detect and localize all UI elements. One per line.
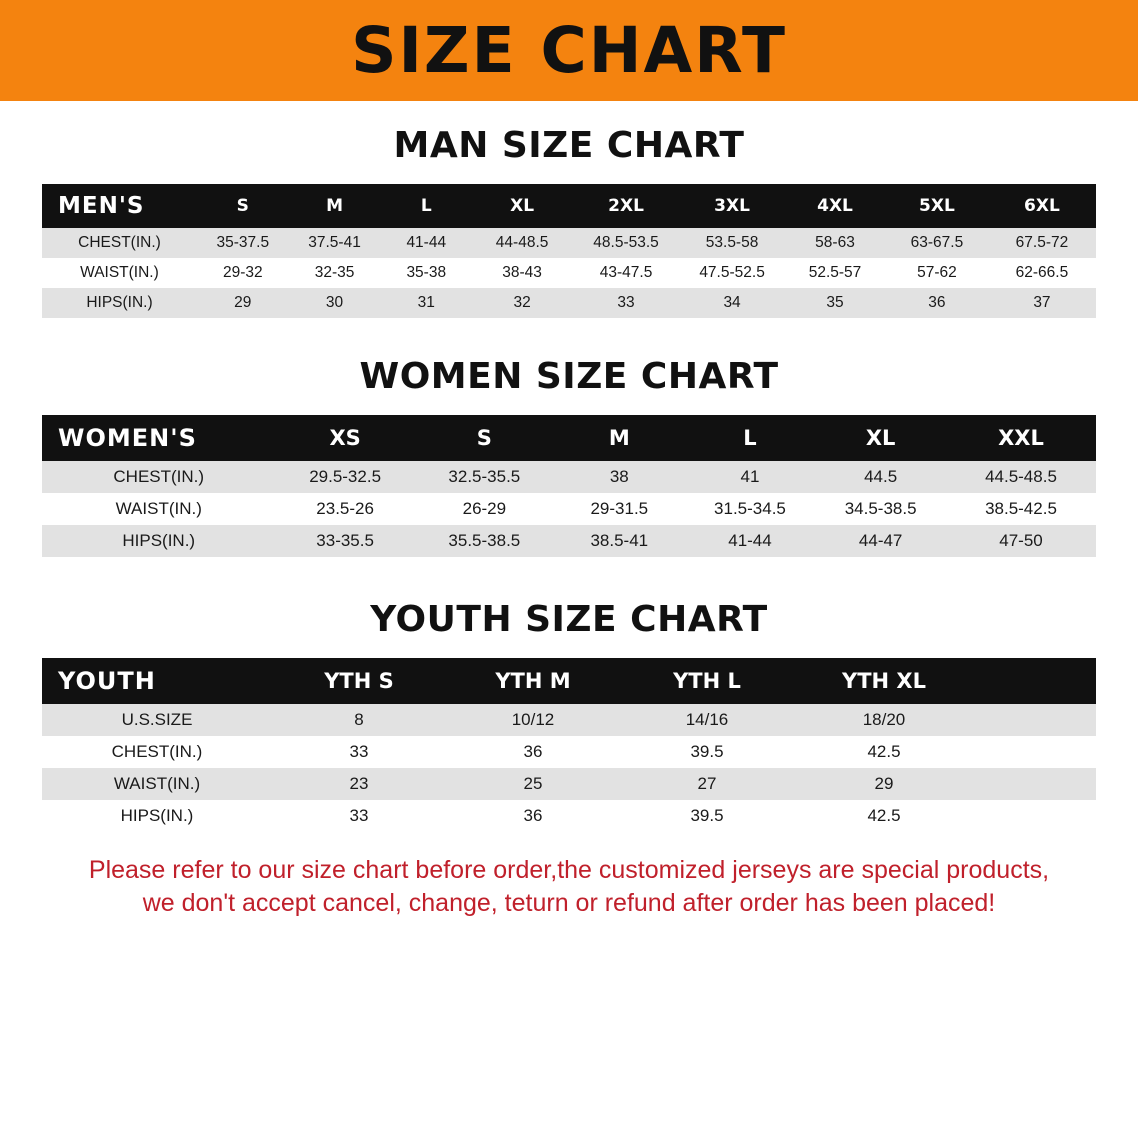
man-row-label-waist: WAIST(IN.) bbox=[42, 258, 197, 288]
man-header-4xl: 4XL bbox=[784, 184, 886, 228]
man-size-table bbox=[42, 184, 1096, 318]
page-title: SIZE CHART bbox=[351, 14, 787, 87]
table-cell: 30 bbox=[289, 288, 381, 318]
table-cell: 25 bbox=[446, 768, 620, 800]
youth-size-table bbox=[42, 658, 1096, 832]
man-header-m: M bbox=[289, 184, 381, 228]
table-row bbox=[42, 461, 1096, 493]
women-header-m: M bbox=[554, 415, 685, 461]
table-cell: 42.5 bbox=[794, 800, 974, 832]
women-header-label: WOMEN'S bbox=[42, 415, 276, 461]
man-header-2xl: 2XL bbox=[572, 184, 680, 228]
table-header-row bbox=[42, 184, 1096, 228]
table-cell: 37 bbox=[988, 288, 1096, 318]
table-cell: 33 bbox=[272, 800, 446, 832]
youth-table-wrap bbox=[0, 658, 1138, 832]
youth-header-spacer bbox=[974, 658, 1096, 704]
table-row bbox=[42, 768, 1096, 800]
women-size-table bbox=[42, 415, 1096, 557]
table-cell: 36 bbox=[446, 736, 620, 768]
table-cell: 67.5-72 bbox=[988, 228, 1096, 258]
table-cell: 38.5-42.5 bbox=[946, 493, 1096, 525]
youth-row-label-chest: CHEST(IN.) bbox=[42, 736, 272, 768]
table-header-row bbox=[42, 415, 1096, 461]
women-row-label-chest: CHEST(IN.) bbox=[42, 461, 276, 493]
table-cell: 33-35.5 bbox=[276, 525, 415, 557]
man-header-5xl: 5XL bbox=[886, 184, 988, 228]
table-cell: 37.5-41 bbox=[289, 228, 381, 258]
table-cell: 47-50 bbox=[946, 525, 1096, 557]
table-cell: 35.5-38.5 bbox=[415, 525, 554, 557]
women-section-title: WOMEN SIZE CHART bbox=[359, 356, 779, 397]
disclaimer-line-1: Please refer to our size chart before order,the customized jerseys are special products, bbox=[88, 856, 1050, 884]
table-cell-spacer bbox=[974, 704, 1096, 736]
table-cell: 43-47.5 bbox=[572, 258, 680, 288]
table-row bbox=[42, 258, 1096, 288]
table-cell: 31.5-34.5 bbox=[685, 493, 816, 525]
table-cell: 62-66.5 bbox=[988, 258, 1096, 288]
table-cell: 18/20 bbox=[794, 704, 974, 736]
table-cell: 44.5 bbox=[815, 461, 946, 493]
table-cell: 44-48.5 bbox=[472, 228, 572, 258]
table-cell: 29-31.5 bbox=[554, 493, 685, 525]
man-header-label: MEN'S bbox=[42, 184, 197, 228]
man-row-label-hips: HIPS(IN.) bbox=[42, 288, 197, 318]
women-header-xxl: XXL bbox=[946, 415, 1096, 461]
youth-section-title: YOUTH SIZE CHART bbox=[370, 599, 768, 640]
table-cell: 41-44 bbox=[685, 525, 816, 557]
women-row-label-waist: WAIST(IN.) bbox=[42, 493, 276, 525]
man-header-xl: XL bbox=[472, 184, 572, 228]
table-cell: 23.5-26 bbox=[276, 493, 415, 525]
table-cell: 32 bbox=[472, 288, 572, 318]
women-header-l: L bbox=[685, 415, 816, 461]
youth-header-xl: YTH XL bbox=[794, 658, 974, 704]
table-cell: 35-37.5 bbox=[197, 228, 289, 258]
youth-header-label: YOUTH bbox=[42, 658, 272, 704]
table-cell: 34 bbox=[680, 288, 784, 318]
table-cell: 39.5 bbox=[620, 800, 794, 832]
women-header-s: S bbox=[415, 415, 554, 461]
table-cell: 34.5-38.5 bbox=[815, 493, 946, 525]
table-cell: 44-47 bbox=[815, 525, 946, 557]
table-cell: 10/12 bbox=[446, 704, 620, 736]
table-cell: 63-67.5 bbox=[886, 228, 988, 258]
disclaimer-line-2: we don't accept cancel, change, teturn or refund after order has been placed! bbox=[142, 889, 996, 917]
man-header-l: L bbox=[380, 184, 472, 228]
table-cell-spacer bbox=[974, 768, 1096, 800]
youth-header-s: YTH S bbox=[272, 658, 446, 704]
man-section-title: MAN SIZE CHART bbox=[393, 125, 745, 166]
table-cell: 32.5-35.5 bbox=[415, 461, 554, 493]
table-row bbox=[42, 493, 1096, 525]
table-cell: 38.5-41 bbox=[554, 525, 685, 557]
man-header-3xl: 3XL bbox=[680, 184, 784, 228]
table-cell: 36 bbox=[446, 800, 620, 832]
table-cell: 57-62 bbox=[886, 258, 988, 288]
table-cell-spacer bbox=[974, 736, 1096, 768]
table-cell: 27 bbox=[620, 768, 794, 800]
table-cell-spacer bbox=[974, 800, 1096, 832]
table-row bbox=[42, 800, 1096, 832]
man-table-wrap bbox=[0, 184, 1138, 318]
table-cell: 41 bbox=[685, 461, 816, 493]
disclaimer-note bbox=[0, 854, 1138, 920]
man-header-s: S bbox=[197, 184, 289, 228]
table-cell: 38 bbox=[554, 461, 685, 493]
table-cell: 58-63 bbox=[784, 228, 886, 258]
table-cell: 38-43 bbox=[472, 258, 572, 288]
table-cell: 35 bbox=[784, 288, 886, 318]
table-cell: 47.5-52.5 bbox=[680, 258, 784, 288]
table-cell: 33 bbox=[272, 736, 446, 768]
table-cell: 33 bbox=[572, 288, 680, 318]
table-cell: 29.5-32.5 bbox=[276, 461, 415, 493]
table-row bbox=[42, 288, 1096, 318]
women-table-wrap bbox=[0, 415, 1138, 557]
table-row bbox=[42, 704, 1096, 736]
table-header-row bbox=[42, 658, 1096, 704]
table-cell: 8 bbox=[272, 704, 446, 736]
youth-header-m: YTH M bbox=[446, 658, 620, 704]
table-cell: 36 bbox=[886, 288, 988, 318]
table-row bbox=[42, 228, 1096, 258]
table-row bbox=[42, 525, 1096, 557]
youth-row-label-waist: WAIST(IN.) bbox=[42, 768, 272, 800]
table-cell: 32-35 bbox=[289, 258, 381, 288]
table-cell: 42.5 bbox=[794, 736, 974, 768]
women-row-label-hips: HIPS(IN.) bbox=[42, 525, 276, 557]
table-cell: 41-44 bbox=[380, 228, 472, 258]
table-cell: 23 bbox=[272, 768, 446, 800]
man-header-6xl: 6XL bbox=[988, 184, 1096, 228]
table-cell: 29 bbox=[794, 768, 974, 800]
women-header-xl: XL bbox=[815, 415, 946, 461]
table-cell: 35-38 bbox=[380, 258, 472, 288]
man-row-label-chest: CHEST(IN.) bbox=[42, 228, 197, 258]
table-cell: 31 bbox=[380, 288, 472, 318]
youth-header-l: YTH L bbox=[620, 658, 794, 704]
table-cell: 39.5 bbox=[620, 736, 794, 768]
table-cell: 29 bbox=[197, 288, 289, 318]
banner bbox=[0, 0, 1138, 101]
table-cell: 44.5-48.5 bbox=[946, 461, 1096, 493]
youth-row-label-hips: HIPS(IN.) bbox=[42, 800, 272, 832]
women-header-xs: XS bbox=[276, 415, 415, 461]
table-cell: 52.5-57 bbox=[784, 258, 886, 288]
youth-row-label-ussize: U.S.SIZE bbox=[42, 704, 272, 736]
table-cell: 48.5-53.5 bbox=[572, 228, 680, 258]
table-cell: 29-32 bbox=[197, 258, 289, 288]
table-cell: 26-29 bbox=[415, 493, 554, 525]
table-cell: 14/16 bbox=[620, 704, 794, 736]
table-row bbox=[42, 736, 1096, 768]
table-cell: 53.5-58 bbox=[680, 228, 784, 258]
